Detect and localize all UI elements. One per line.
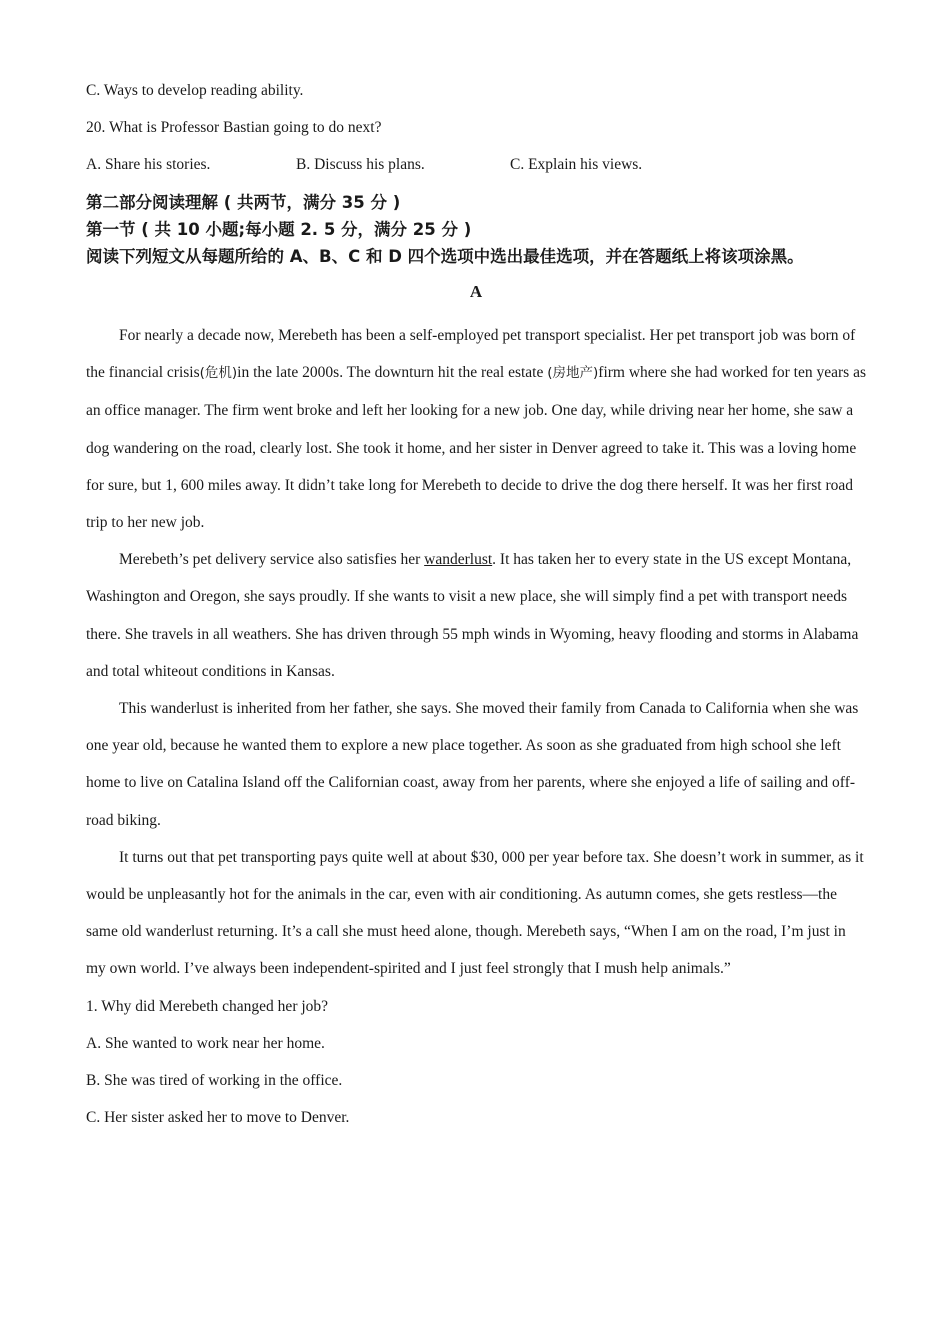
question-20-options xyxy=(86,146,866,183)
section1-instruction: 阅读下列短文从每题所给的 A、B、C 和 D 四个选项中选出最佳选项，并在答题纸上将该项涂黑。 xyxy=(86,247,804,266)
passage-paragraph-4: It turns out that pet transporting pays quite well at about $30, 000 per year before tax. She doesn’t work in summer, as it would be unpleasantly hot for the animals in the car, even with air conditioning. As autumn comes, she gets restless—the same old wanderlust returning. It’s a call she must heed alone, though. Merebeth says, “When I am on the road, I’m just in my own world. I’ve always been independent-spirited and I just feel strongly that I mush help animals.” xyxy=(86,848,864,978)
q20-option-b: B. Discuss his plans. xyxy=(296,156,425,173)
q20-option-a: A. Share his stories. xyxy=(86,156,211,173)
passage-paragraph-3: This wanderlust is inherited from her father, she says. She moved their family from Canada to California when she was one year old, because he wanted them to explore a new place together. As soon as she graduated from high school she left home to live on Catalina Island off the Californian coast, away from her parents, where she enjoyed a life of sailing and off-road biking. xyxy=(86,700,859,829)
q1-option-a: A. She wanted to work near her home. xyxy=(86,1034,325,1052)
prev-option-c: C. Ways to develop reading ability. xyxy=(86,82,304,99)
gloss-crisis: (危机) xyxy=(199,365,238,382)
exam-page xyxy=(86,72,866,1136)
passage-paragraph-2: Merebeth’s pet delivery service also satisfies her wanderlust. It has taken her to every state in the US except Montana, Washington and Oregon, she says proudly. If she wants to visit a new place, she will simply find a pet with transport needs there. She travels in all weathers. She has driven through 55 mph winds in Wyoming, heavy flooding and storms in Alabama and total whiteout conditions in Kansas. xyxy=(86,551,859,680)
gloss-real-estate: (房地产) xyxy=(547,365,599,382)
question-1-stem: 1. Why did Merebeth changed her job? xyxy=(86,997,329,1015)
underlined-word: wanderlust xyxy=(424,551,493,569)
question-20-stem: 20. What is Professor Bastian going to do next? xyxy=(86,119,382,136)
passage-paragraph-1: For nearly a decade now, Merebeth has been a self-employed pet transport specialist. Her pet transport job was born of the financial crisis(危机)in the late 2000s. The downturn hit the real estate (房地产)firm where she had worked for ten years as an office manager. The firm went broke and left her looking for a new job. One day, while driving near her home, she saw a dog wandering on the road, clearly lost. She took it home, and her sister in Denver agreed to take it. This was a loving home for sure, but 1, 600 miles away. It didn’t take long for Merebeth to decide to drive the dog there herself. It was her first road trip to her new job. xyxy=(86,327,866,532)
q1-option-c: C. Her sister asked her to move to Denver. xyxy=(86,1108,350,1126)
part2-title: 第二部分阅读理解 ( 共两节，满分 35 分 ) xyxy=(86,193,401,212)
q1-option-b: B. She was tired of working in the office. xyxy=(86,1071,343,1089)
section1-title: 第一节 ( 共 10 小题;每小题 2. 5 分，满分 25 分 ) xyxy=(86,220,472,239)
q20-option-c: C. Explain his views. xyxy=(510,156,643,173)
passage-letter: A xyxy=(469,282,483,301)
